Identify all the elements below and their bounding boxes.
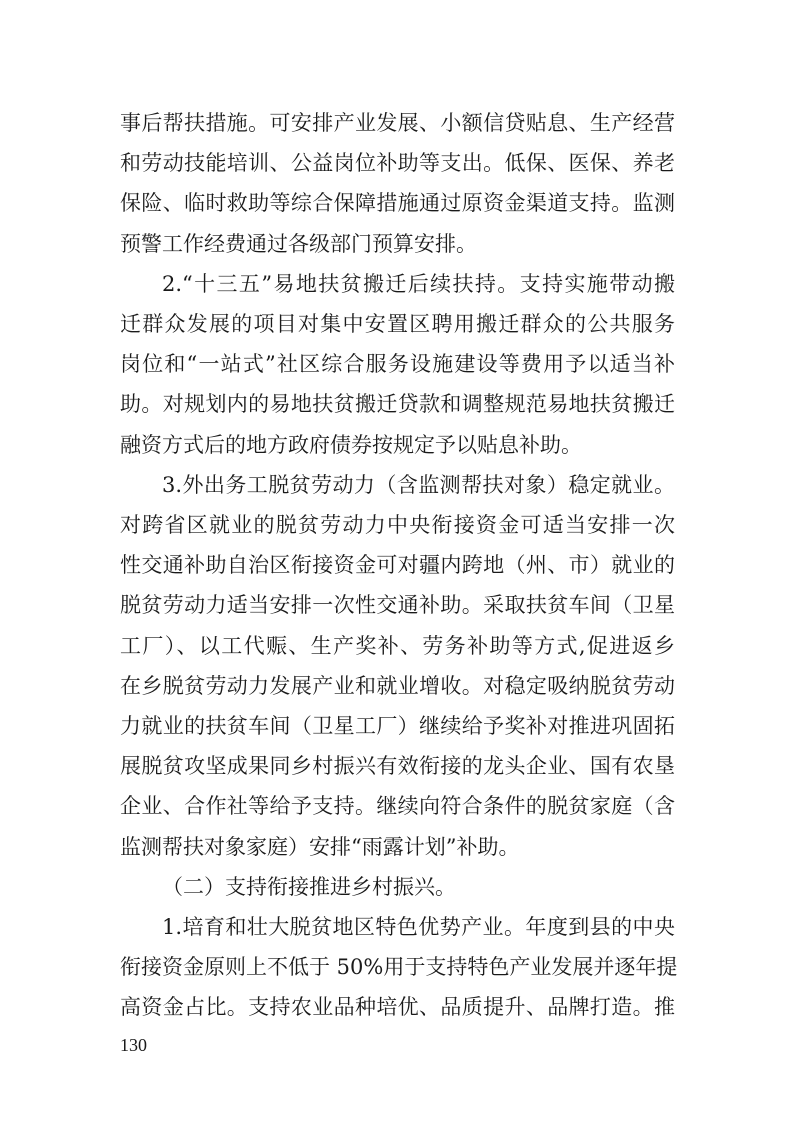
body-line-7: 岗位和“一站式”社区综合服务设施建设等费用予以适当补 [120,352,675,377]
body-line-1: 事后帮扶措施。可安排产业发展、小额信贷贴息、生产经营 [120,111,675,135]
body-line-17: 展脱贫攻坚成果同乡村振兴有效衔接的龙头企业、国有农垦 [120,754,675,779]
body-line-11: 对跨省区就业的脱贫劳动力中央衔接资金可适当安排一次 [120,513,675,537]
body-line-22: 衔接资金原则上不低于 50%用于支持特色产业发展并逐年提 [120,955,678,980]
body-line-16: 力就业的扶贫车间（卫星工厂）继续给予奖补对推进巩固拓 [120,714,675,738]
section-heading-3: 3.外出务工脱贫劳动力（含监测帮扶对象）稳定就业。 [162,472,675,497]
body-line-15: 在乡脱贫劳动力发展产业和就业增收。对稳定吸纳脱贫劳动 [120,673,675,698]
body-line-6: 迁群众发展的项目对集中安置区聘用搬迁群众的公共服务 [120,312,675,336]
body-line-14: 工厂）、以工代赈、生产奖补、劳务补助等方式,促进返乡 [120,633,675,658]
body-line-19: 监测帮扶对象家庭）安排“雨露计划”补助。 [120,834,520,859]
body-line-23: 高资金占比。支持农业品种培优、品质提升、品牌打造。推 [120,995,675,1020]
section-heading-ii: （二）支持衔接推进乡村振兴。 [162,874,456,899]
body-line-18: 企业、合作社等给予支持。继续向符合条件的脱贫家庭（含 [120,794,675,819]
body-line-8: 助。对规划内的易地扶贫搬迁贷款和调整规范易地扶贫搬迁 [120,392,675,417]
page-number: 130 [120,1034,147,1055]
body-line-4: 预警工作经费通过各级部门预算安排。 [120,231,477,256]
body-line-12: 性交通补助自治区衔接资金可对疆内跨地（州、市）就业的 [120,553,675,578]
body-line-2: 和劳动技能培训、公益岗位补助等支出。低保、医保、养老 [120,151,675,176]
body-line-13: 脱贫劳动力适当安排一次性交通补助。采取扶贫车间（卫星 [120,593,675,618]
section-heading-2: 2.“十三五”易地扶贫搬迁后续扶持。支持实施带动搬 [162,271,675,296]
body-line-9: 融资方式后的地方政府债券按规定予以贴息补助。 [120,432,582,457]
section-heading-1: 1.培育和壮大脱贫地区特色优势产业。年度到县的中央 [162,915,675,939]
body-line-3: 保险、临时救助等综合保障措施通过原资金渠道支持。监测 [120,191,675,216]
